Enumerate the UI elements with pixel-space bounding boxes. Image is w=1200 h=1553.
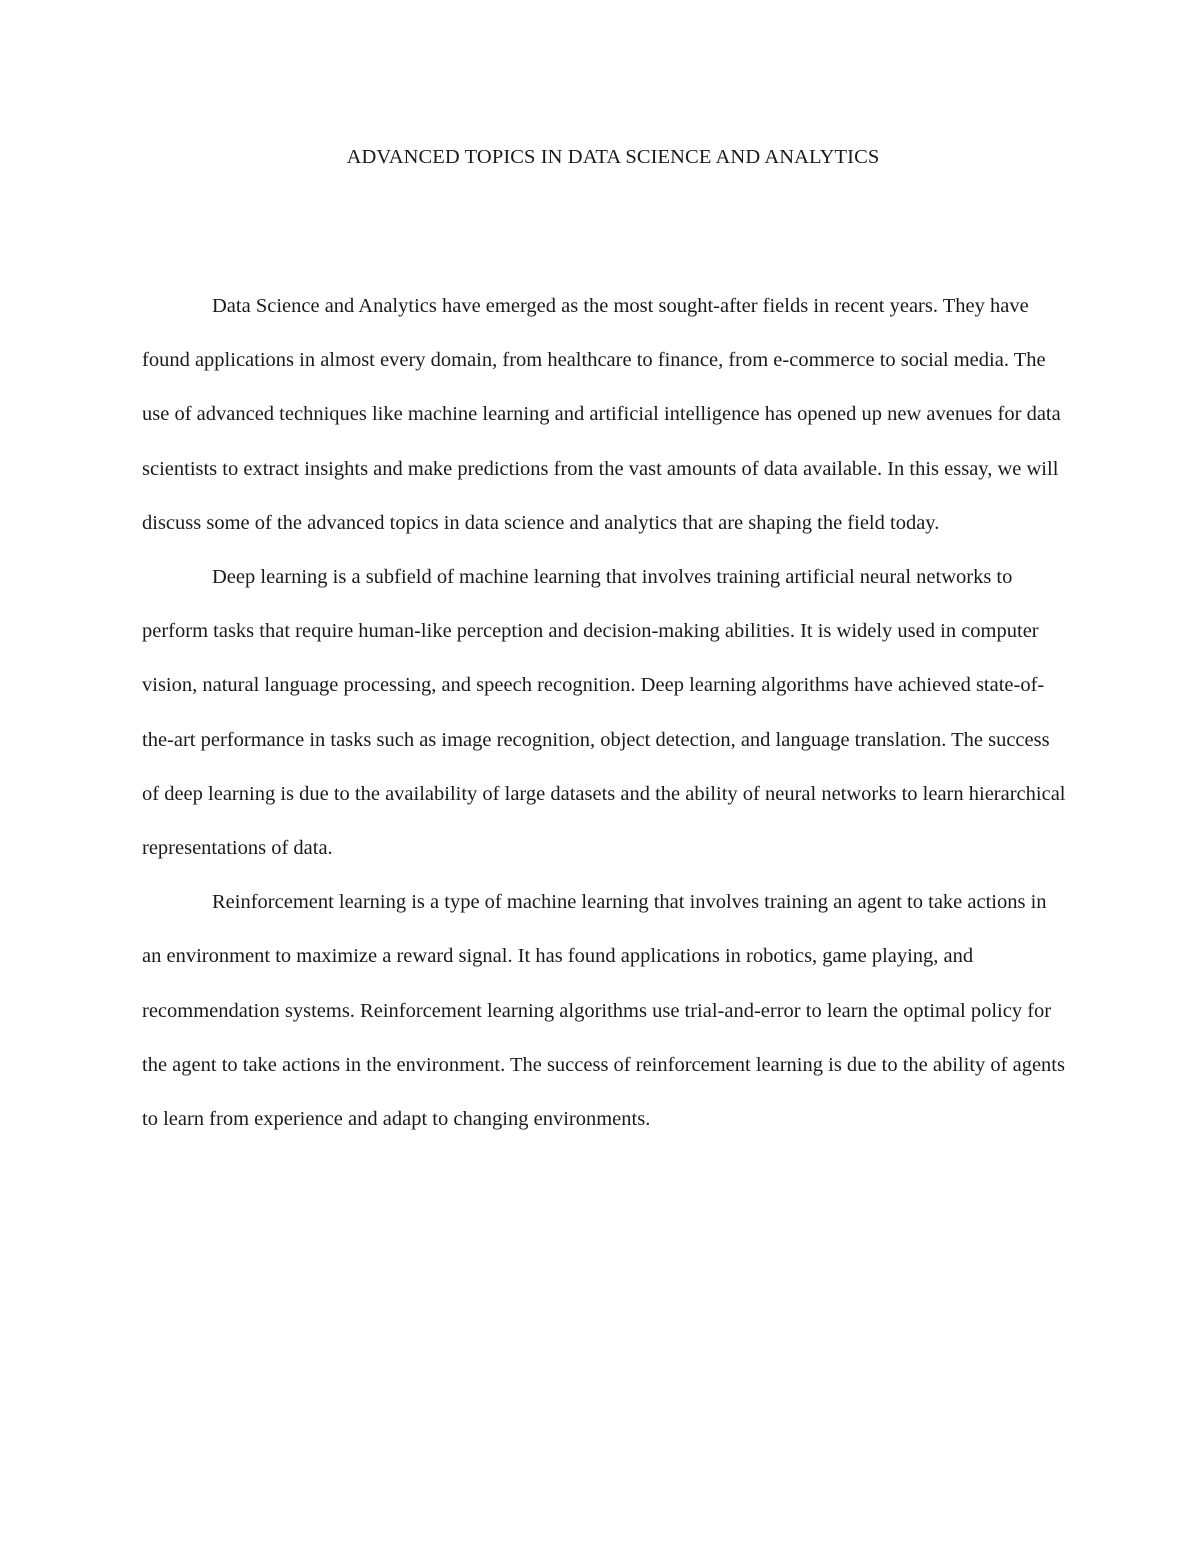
document-title: ADVANCED TOPICS IN DATA SCIENCE AND ANALYTICS bbox=[346, 146, 880, 168]
paragraph-deep-learning: Deep learning is a subfield of machine learning that involves training artificial neural networks to perform tasks that require human-like perception and decision-making abilities. It is widely used in computer vision, natural language processing, and speech recognition. Deep learning algorithms have achieved state-of-the-art performance in tasks such as image recognition, object detection, and language translation. The success of deep learning is due to the availability of large datasets and the ability of neural networks to learn hierarchical representations of data. bbox=[142, 566, 1066, 860]
document-body bbox=[142, 279, 1067, 1146]
paragraph-intro: Data Science and Analytics have emerged as the most sought-after fields in recent years. They have found applications in almost every domain, from healthcare to finance, from e-commerce to social media. The use of advanced techniques like machine learning and artificial intelligence has opened up new avenues for data scientists to extract insights and make predictions from the vast amounts of data available. In this essay, we will discuss some of the advanced topics in data science and analytics that are shaping the field today. bbox=[142, 295, 1061, 534]
paragraph-reinforcement-learning: Reinforcement learning is a type of machine learning that involves training an agent to take actions in an environment to maximize a reward signal. It has found applications in robotics, game playing, and recommendation systems. Reinforcement learning algorithms use trial-and-error to learn the optimal policy for the agent to take actions in the environment. The success of reinforcement learning is due to the ability of agents to learn from experience and adapt to changing environments. bbox=[142, 891, 1065, 1131]
